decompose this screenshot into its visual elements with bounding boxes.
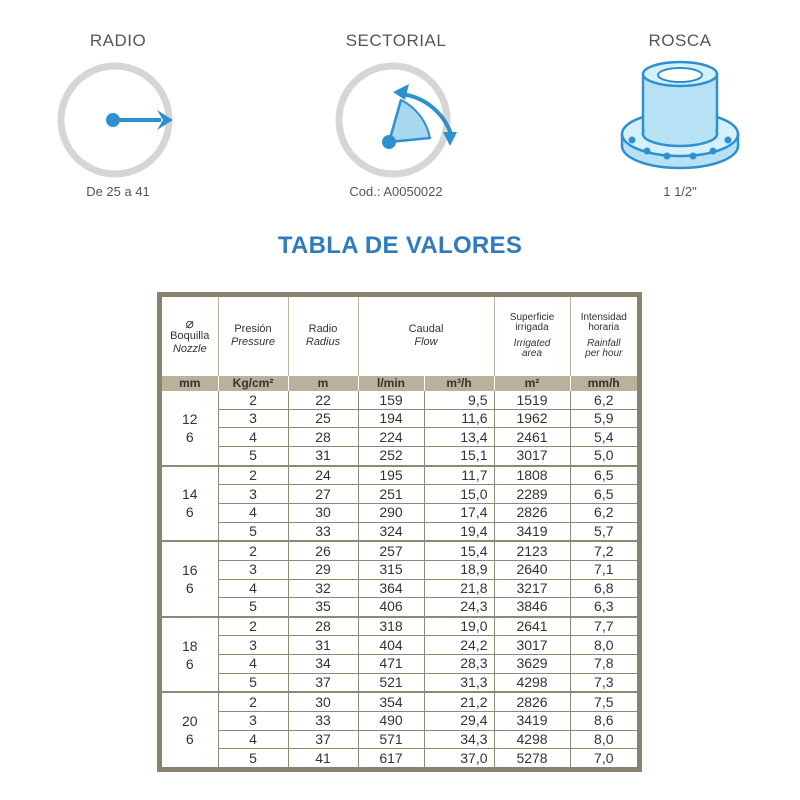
nozzle-count: 6 (185, 428, 194, 445)
nozzle-size: 20 (181, 713, 198, 730)
flow-m3h-cell: 9,5 (424, 391, 494, 409)
pressure-cell: 5 (218, 447, 288, 466)
radius-cell: 41 (288, 749, 358, 767)
flow-lmin-cell: 354 (358, 692, 424, 711)
flow-m3h-cell: 11,7 (424, 466, 494, 485)
sectorial-block (306, 30, 486, 199)
nozzle-cell (162, 692, 218, 767)
table-row (162, 466, 637, 485)
rosca-block (590, 30, 770, 199)
flow-lmin-cell: 318 (358, 617, 424, 636)
rainfall-cell: 7,8 (570, 655, 637, 674)
header-area-es-1: Superficie (509, 312, 555, 324)
nozzle-size: 12 (181, 410, 198, 427)
rainfall-cell: 5,4 (570, 428, 637, 447)
flow-lmin-cell: 194 (358, 409, 424, 428)
pressure-cell: 2 (218, 391, 288, 409)
table-row (162, 673, 637, 692)
table-row (162, 730, 637, 749)
rainfall-cell: 8,6 (570, 711, 637, 730)
area-cell: 3629 (494, 655, 570, 674)
rainfall-cell: 5,9 (570, 409, 637, 428)
area-cell: 2826 (494, 503, 570, 522)
pressure-cell: 4 (218, 428, 288, 447)
values-table-frame (157, 292, 642, 772)
flow-lmin-cell: 252 (358, 447, 424, 466)
area-cell: 1519 (494, 391, 570, 409)
area-cell: 3846 (494, 598, 570, 617)
area-cell: 3419 (494, 522, 570, 541)
nozzle-cell (162, 617, 218, 693)
pressure-cell: 3 (218, 636, 288, 655)
unit-cell: m³/h (424, 376, 494, 392)
pressure-cell: 3 (218, 409, 288, 428)
table-row (162, 655, 637, 674)
nozzle-count: 6 (185, 504, 194, 521)
radius-cell: 37 (288, 730, 358, 749)
table-row (162, 391, 637, 409)
flow-m3h-cell: 28,3 (424, 655, 494, 674)
table-row (162, 503, 637, 522)
header-nozzle (162, 297, 218, 376)
rainfall-cell: 5,7 (570, 522, 637, 541)
rainfall-cell: 7,3 (570, 673, 637, 692)
header-area-es-2: irrigada (515, 322, 549, 334)
area-cell: 5278 (494, 749, 570, 767)
flow-m3h-cell: 15,4 (424, 541, 494, 560)
flow-lmin-cell: 315 (358, 560, 424, 579)
radius-icon (53, 54, 183, 184)
area-cell: 2641 (494, 617, 570, 636)
rainfall-cell: 5,0 (570, 447, 637, 466)
pressure-cell: 5 (218, 749, 288, 767)
nozzle-cell (162, 391, 218, 466)
table-row (162, 447, 637, 466)
area-cell: 4298 (494, 730, 570, 749)
flow-lmin-cell: 224 (358, 428, 424, 447)
flow-lmin-cell: 364 (358, 579, 424, 598)
units-row (162, 376, 637, 392)
flow-m3h-cell: 17,4 (424, 503, 494, 522)
header-radius-en: Radius (305, 336, 341, 349)
table-heading: TABLA DE VALORES (277, 232, 523, 259)
flow-lmin-cell: 324 (358, 522, 424, 541)
area-cell: 2640 (494, 560, 570, 579)
rainfall-cell: 7,1 (570, 560, 637, 579)
unit-cell: m (288, 376, 358, 392)
nozzle-size: 18 (181, 637, 198, 654)
pressure-cell: 3 (218, 560, 288, 579)
flow-m3h-cell: 13,4 (424, 428, 494, 447)
rainfall-cell: 6,5 (570, 466, 637, 485)
header-area-en-1: Irrigated (513, 338, 551, 350)
table-body (162, 391, 637, 767)
radio-caption: De 25 a 41 (86, 184, 150, 199)
table-row (162, 692, 637, 711)
rainfall-cell: 6,3 (570, 598, 637, 617)
flow-m3h-cell: 15,0 (424, 485, 494, 504)
radio-title: RADIO (89, 31, 147, 50)
flow-m3h-cell: 24,2 (424, 636, 494, 655)
radius-cell: 33 (288, 522, 358, 541)
rainfall-cell: 8,0 (570, 636, 637, 655)
pressure-cell: 2 (218, 692, 288, 711)
nozzle-count: 6 (185, 580, 194, 596)
radius-cell: 30 (288, 692, 358, 711)
flow-m3h-cell: 19,0 (424, 617, 494, 636)
radius-cell: 37 (288, 673, 358, 692)
flow-lmin-cell: 521 (358, 673, 424, 692)
flow-lmin-cell: 159 (358, 391, 424, 409)
header-radius-es: Radio (308, 323, 338, 336)
table-row (162, 711, 637, 730)
unit-cell: mm/h (570, 376, 637, 392)
table-row (162, 485, 637, 504)
flow-lmin-cell: 195 (358, 466, 424, 485)
unit-cell: m² (494, 376, 570, 392)
flow-lmin-cell: 406 (358, 598, 424, 617)
flow-m3h-cell: 21,8 (424, 579, 494, 598)
table-row (162, 617, 637, 636)
pressure-cell: 4 (218, 730, 288, 749)
rainfall-cell: 8,0 (570, 730, 637, 749)
header-radius (288, 297, 358, 376)
pressure-cell: 4 (218, 503, 288, 522)
header-nozzle-es: Boquilla (170, 329, 210, 342)
pressure-cell: 4 (218, 579, 288, 598)
flow-m3h-cell: 31,3 (424, 673, 494, 692)
table-row (162, 560, 637, 579)
flow-lmin-cell: 471 (358, 655, 424, 674)
pressure-cell: 4 (218, 655, 288, 674)
table-row (162, 579, 637, 598)
radius-cell: 28 (288, 617, 358, 636)
sector-icon (331, 54, 461, 184)
header-area-en-2: area (522, 348, 543, 360)
sectorial-caption: Cod.: A0050022 (349, 184, 443, 199)
rainfall-cell: 6,8 (570, 579, 637, 598)
flow-lmin-cell: 617 (358, 749, 424, 767)
flow-lmin-cell: 571 (358, 730, 424, 749)
area-cell: 2461 (494, 428, 570, 447)
radius-cell: 31 (288, 636, 358, 655)
rosca-title: ROSCA (648, 31, 712, 50)
flow-m3h-cell: 29,4 (424, 711, 494, 730)
pressure-cell: 3 (218, 711, 288, 730)
header-pressure-es: Presión (234, 323, 272, 336)
rainfall-cell: 6,2 (570, 503, 637, 522)
rainfall-cell: 6,5 (570, 485, 637, 504)
header-flow-en: Flow (414, 336, 438, 349)
flow-lmin-cell: 404 (358, 636, 424, 655)
rosca-caption: 1 1/2" (663, 184, 697, 199)
pressure-cell: 2 (218, 466, 288, 485)
flow-m3h-cell: 21,2 (424, 692, 494, 711)
flow-lmin-cell: 490 (358, 711, 424, 730)
pressure-cell: 5 (218, 522, 288, 541)
area-cell: 1808 (494, 466, 570, 485)
values-table (162, 297, 637, 767)
rainfall-cell: 7,0 (594, 749, 614, 766)
table-row (162, 428, 637, 447)
header-row (162, 297, 637, 376)
rainfall-cell: 6,2 (570, 391, 637, 409)
table-row (162, 522, 637, 541)
diameter-icon: ⌀ (185, 314, 194, 331)
area-cell: 2826 (494, 692, 570, 711)
radius-cell: 25 (288, 409, 358, 428)
flow-m3h-cell: 24,3 (424, 598, 494, 617)
pressure-cell: 2 (218, 541, 288, 560)
flow-m3h-cell: 34,3 (424, 730, 494, 749)
radius-cell: 35 (288, 598, 358, 617)
unit-cell: l/min (358, 376, 424, 392)
flow-lmin-cell: 290 (358, 503, 424, 522)
header-nozzle-en: Nozzle (172, 342, 207, 355)
rainfall-cell: 7,2 (570, 541, 637, 560)
flow-m3h-cell: 15,1 (424, 447, 494, 466)
unit-cell: mm (162, 376, 218, 392)
header-flow (358, 297, 494, 376)
sectorial-title: SECTORIAL (345, 31, 447, 50)
radius-cell: 24 (288, 466, 358, 485)
header-rain-en-1: Rainfall (587, 338, 621, 350)
area-cell: 3017 (494, 636, 570, 655)
area-cell: 3419 (494, 711, 570, 730)
pressure-cell: 3 (218, 485, 288, 504)
radius-cell: 22 (288, 391, 358, 409)
unit-cell: Kg/cm² (218, 376, 288, 392)
radius-cell: 33 (288, 711, 358, 730)
table-row (162, 541, 637, 560)
nozzle-cell (162, 541, 218, 617)
pressure-cell: 5 (218, 673, 288, 692)
flow-m3h-cell: 18,9 (424, 560, 494, 579)
pressure-cell: 2 (218, 617, 288, 636)
area-cell: 2123 (494, 541, 570, 560)
nozzle-cell (162, 466, 218, 542)
area-cell: 3017 (494, 447, 570, 466)
area-cell: 1962 (494, 409, 570, 428)
header-pressure (218, 297, 288, 376)
thread-fitting-icon (615, 54, 745, 184)
nozzle-size: 14 (181, 486, 198, 503)
flow-m3h-cell: 19,4 (424, 522, 494, 541)
radius-cell: 29 (288, 560, 358, 579)
nozzle-size: 16 (181, 562, 198, 578)
header-rain-es-2: horaria (588, 322, 620, 334)
table-row (162, 409, 637, 428)
nozzle-count: 6 (185, 655, 194, 672)
area-cell: 2289 (494, 485, 570, 504)
area-cell: 3217 (494, 579, 570, 598)
radius-cell: 28 (288, 428, 358, 447)
header-rain-en-2: per hour (585, 348, 623, 360)
pressure-cell: 5 (218, 598, 288, 617)
radius-cell: 26 (288, 541, 358, 560)
table-row (162, 598, 637, 617)
flow-m3h-cell: 37,0 (424, 749, 494, 767)
table-row (162, 749, 637, 767)
flow-m3h-cell: 11,6 (424, 409, 494, 428)
flow-lmin-cell: 251 (358, 485, 424, 504)
flow-lmin-cell: 257 (358, 541, 424, 560)
radius-cell: 31 (288, 447, 358, 466)
nozzle-count: 6 (185, 731, 194, 748)
radius-cell: 30 (288, 503, 358, 522)
header-rain-es-1: Intensidad (580, 312, 627, 324)
radius-cell: 34 (288, 655, 358, 674)
rainfall-cell: 7,7 (570, 617, 637, 636)
radio-block (28, 30, 208, 199)
header-pressure-en: Pressure (230, 336, 276, 349)
header-area (494, 297, 570, 376)
header-flow-es: Caudal (408, 323, 444, 336)
table-row (162, 636, 637, 655)
header-rainfall (570, 297, 637, 376)
rainfall-cell: 7,5 (570, 692, 637, 711)
radius-cell: 27 (288, 485, 358, 504)
area-cell: 4298 (494, 673, 570, 692)
radius-cell: 32 (288, 579, 358, 598)
